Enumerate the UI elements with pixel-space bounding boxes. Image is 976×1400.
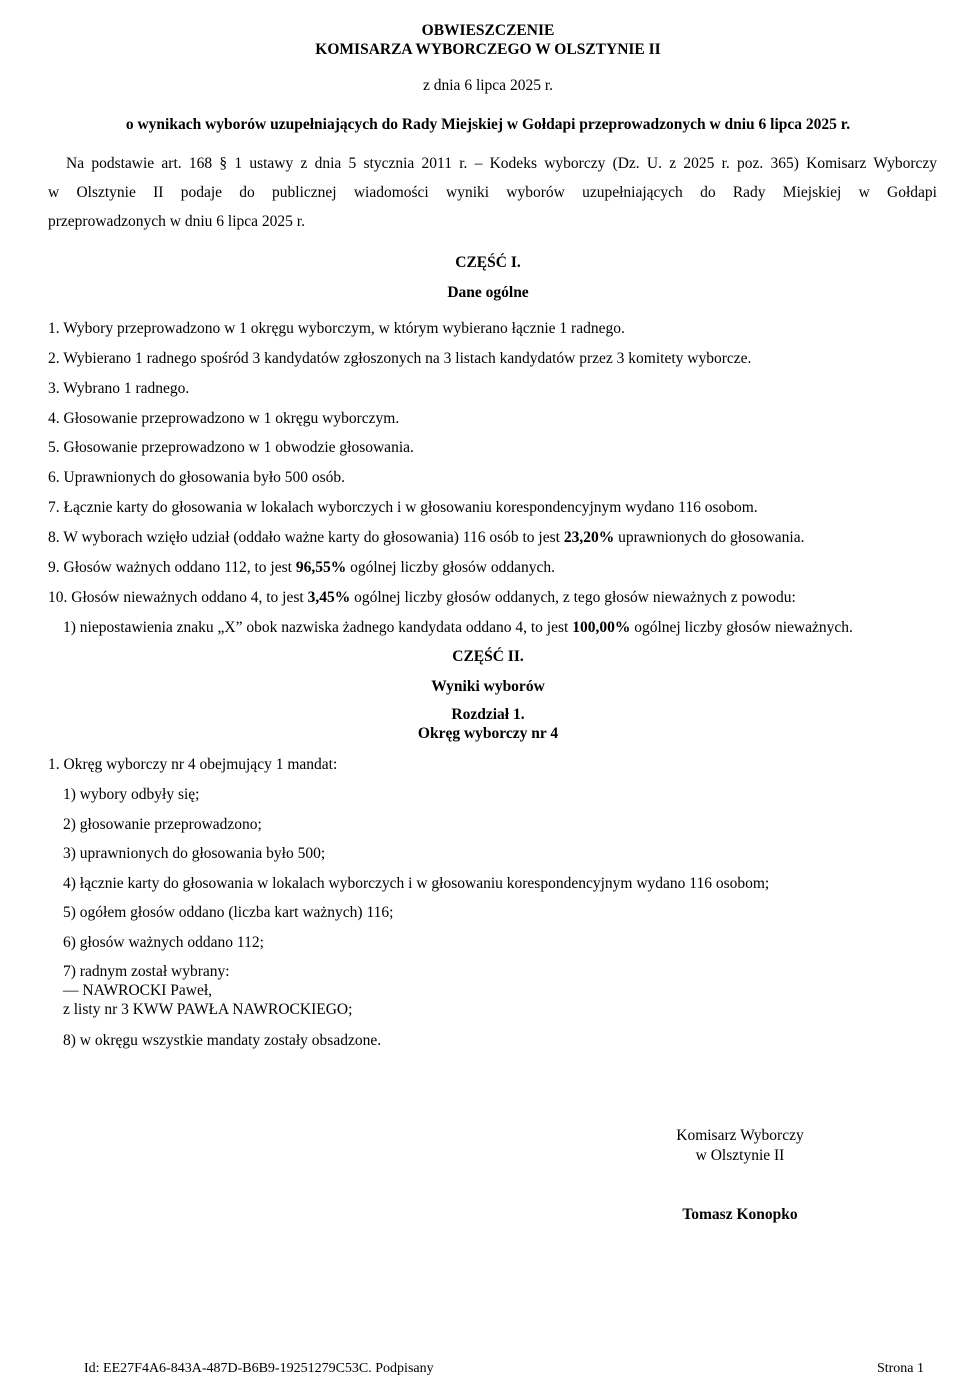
district-item: 6) głosów ważnych oddano 112; [63, 934, 264, 951]
part2-heading: CZĘŚĆ II. [452, 648, 524, 665]
document-date: z dnia 6 lipca 2025 r. [423, 77, 553, 94]
document-subject: o wynikach wyborów uzupełniających do Rady Miejskiej w Gołdapi przeprowadzonych w dniu 6 lipca 2025 r. [125, 116, 851, 133]
intro-line-3: przeprowadzonych w dniu 6 lipca 2025 r. [48, 213, 305, 230]
document-issuer: KOMISARZA WYBORCZEGO W OLSZTYNIE II [315, 41, 661, 58]
district-item: 4) łącznie karty do głosowania w lokalach wyborczych i w głosowaniu korespondencyjnym wydano 116 osobom; [63, 875, 770, 892]
part1-item: 6. Uprawnionych do głosowania było 500 osób. [48, 469, 346, 486]
district-final-item: 8) w okręgu wszystkie mandaty zostały obsadzone. [63, 1032, 382, 1049]
item-text: ogólnej liczby głosów nieważnych. [630, 619, 853, 636]
part1-item-valid [48, 559, 555, 577]
item-text: ogólnej liczby głosów oddanych. [346, 559, 555, 576]
item-text: uprawnionych do głosowania. [614, 529, 805, 546]
valid-percent: 96,55% [295, 559, 347, 576]
part1-subitem [63, 619, 853, 637]
part1-item-turnout [48, 529, 804, 547]
item-text: ogólnej liczby głosów oddanych, z tego głosów nieważnych z powodu: [350, 589, 796, 606]
district-item: 5) ogółem głosów oddano (liczba kart ważnych) 116; [63, 904, 394, 921]
item-text: 1) niepostawienia znaku „X” obok nazwiska żadnego kandydata oddano 4, to jest [63, 619, 573, 636]
part1-item: 7. Łącznie karty do głosowania w lokalach wyborczych i w głosowaniu korespondencyjnym wydano 116 osobom. [48, 499, 758, 516]
footer-page-number: Strona 1 [876, 1361, 924, 1376]
turnout-percent: 23,20% [563, 529, 615, 546]
elected-list: z listy nr 3 KWW PAWŁA NAWROCKIEGO; [63, 1001, 353, 1018]
district-heading: Okręg wyborczy nr 4 [417, 725, 559, 742]
signature-role: Komisarz Wyborczy [676, 1127, 804, 1144]
footer-document-id: Id: EE27F4A6-843A-487D-B6B9-19251279C53C. Podpisany [84, 1361, 434, 1376]
district-item: 3) uprawnionych do głosowania było 500; [63, 845, 326, 862]
part1-item: 2. Wybierano 1 radnego spośród 3 kandydatów zgłoszonych na 3 listach kandydatów przez 3 komitety wyborcze. [48, 350, 752, 367]
intro-line-1: Na podstawie art. 168 § 1 ustawy z dnia 5 stycznia 2011 r. – Kodeks wyborczy (Dz. U. z 2025 r. poz. 365) Komisarz Wyborczy [66, 155, 937, 172]
part1-item: 4. Głosowanie przeprowadzono w 1 okręgu wyborczym. [48, 410, 400, 427]
district-item: 2) głosowanie przeprowadzono; [63, 816, 262, 833]
district-item: 1) wybory odbyły się; [63, 786, 200, 803]
intro-line-2: w Olsztynie II podaje do publicznej wiadomości wyniki wyborów uzupełniających do Rady Miejskiej w Gołdapi [48, 184, 937, 201]
invalid-percent: 3,45% [307, 589, 351, 606]
elected-name: — NAWROCKI Paweł, [63, 982, 213, 999]
item-text: 10. Głosów nieważnych oddano 4, to jest [48, 589, 308, 606]
item-text: 9. Głosów ważnych oddano 112, to jest [48, 559, 296, 576]
signature-location: w Olsztynie II [695, 1147, 785, 1164]
part1-item: 5. Głosowanie przeprowadzono w 1 obwodzie głosowania. [48, 439, 414, 456]
part2-subheading: Wyniki wyborów [431, 678, 545, 695]
part1-item: 1. Wybory przeprowadzono w 1 okręgu wyborczym, w którym wybierano łącznie 1 radnego. [48, 320, 625, 337]
part1-subheading: Dane ogólne [447, 284, 529, 301]
part1-heading: CZĘŚĆ I. [455, 254, 521, 271]
part1-item-invalid [48, 589, 796, 607]
district-intro: 1. Okręg wyborczy nr 4 obejmujący 1 mandat: [48, 756, 338, 773]
item-text: 8. W wyborach wzięło udział (oddało ważne karty do głosowania) 116 osób to jest [48, 529, 564, 546]
elected-label: 7) radnym został wybrany: [63, 963, 230, 980]
chapter-heading: Rozdział 1. [451, 706, 525, 723]
invalid-reason-percent: 100,00% [572, 619, 631, 636]
part1-item: 3. Wybrano 1 radnego. [48, 380, 190, 397]
document-title: OBWIESZCZENIE [421, 22, 555, 39]
signature-name: Tomasz Konopko [682, 1206, 798, 1223]
